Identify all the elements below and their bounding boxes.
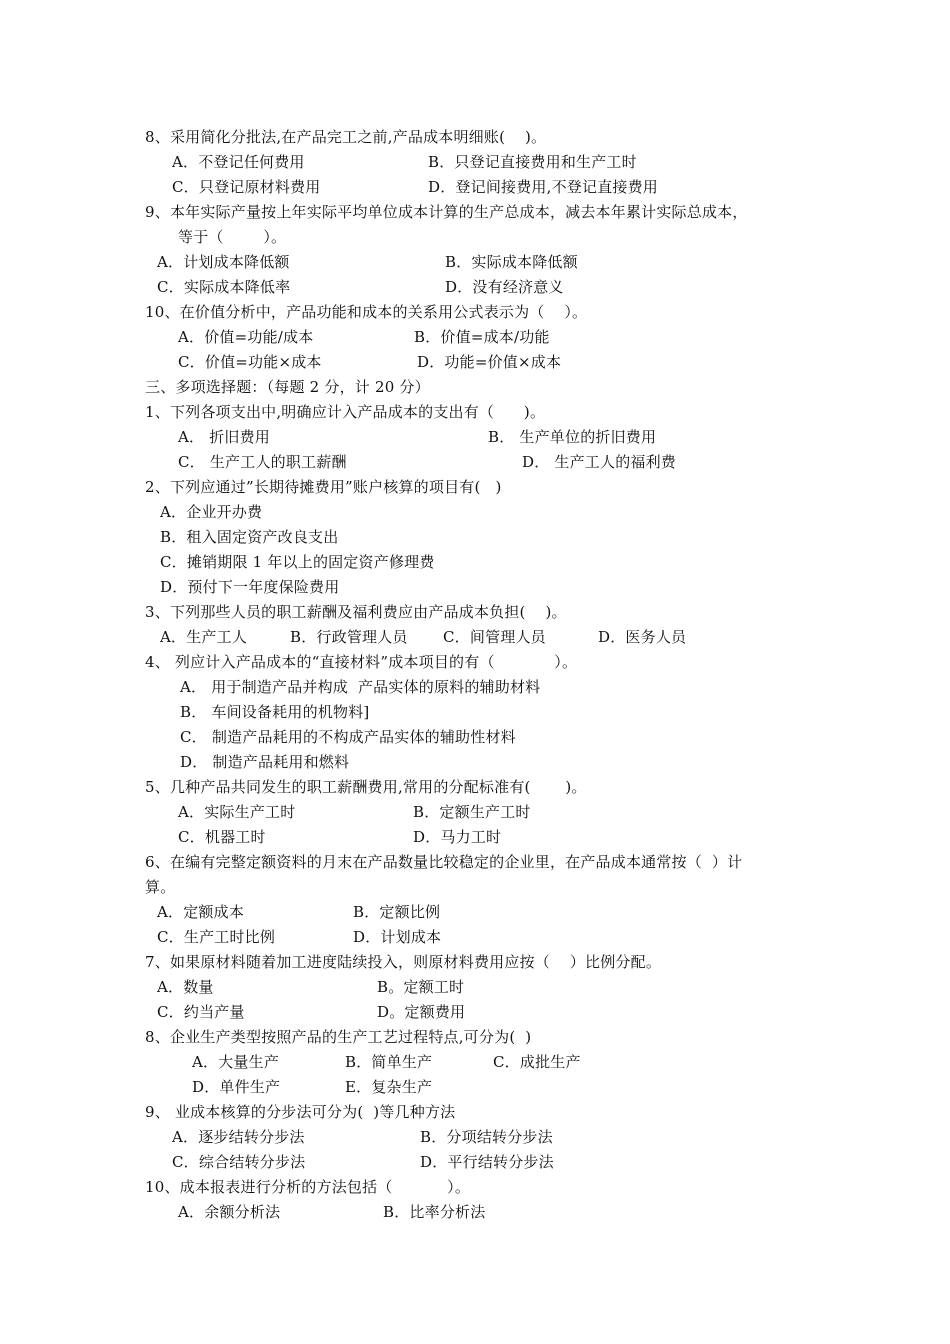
- option-d: D．计划成本: [353, 928, 442, 946]
- option-c: C．只登记原材料费用: [172, 178, 321, 196]
- option-d: D．马力工时: [413, 828, 502, 846]
- option-d: D．单件生产: [192, 1078, 281, 1096]
- option-d: D．没有经济意义: [445, 278, 564, 296]
- option-c: C．实际成本降低率: [157, 278, 291, 296]
- option-b: B．实际成本降低额: [445, 253, 578, 271]
- option-a: A．大量生产: [192, 1053, 280, 1071]
- option-e: E．复杂生产: [345, 1078, 433, 1096]
- multi-question-1-stem: 1、下列各项支出中,明确应计入产品成本的支出有（ )。: [145, 403, 546, 421]
- multi-question-6-stem-cont: 算。: [145, 878, 176, 896]
- option-c: C．价值=功能×成本: [178, 353, 322, 371]
- multi-question-3-stem: 3、下列那些人员的职工薪酬及福利费应由产品成本负担( )。: [145, 603, 567, 621]
- option-a: A．生产工人: [160, 628, 248, 646]
- option-a: A．企业开办费: [160, 503, 263, 521]
- option-a: A．逐步结转分步法: [172, 1128, 305, 1146]
- option-b: B．分项结转分步法: [420, 1128, 553, 1146]
- option-a: A．计划成本降低额: [157, 253, 290, 271]
- option-b: B．比率分析法: [383, 1203, 486, 1221]
- question-9-stem: 9、本年实际产量按上年实际平均单位成本计算的生产总成本，减去本年累计实际总成本，: [145, 203, 748, 221]
- option-c: C．摊销期限 1 年以上的固定资产修理费: [160, 553, 435, 571]
- option-d: D．医务人员: [598, 628, 687, 646]
- option-d: D．功能=价值×成本: [417, 353, 562, 371]
- option-a: A．定额成本: [157, 903, 245, 921]
- multi-question-2-stem: 2、下列应通过”长期待摊费用”账户核算的项目有( ): [145, 478, 502, 496]
- option-a: A．实际生产工时: [178, 803, 296, 821]
- option-c: C． 生产工人的职工薪酬: [178, 453, 347, 471]
- option-d: D． 生产工人的福利费: [522, 453, 676, 471]
- option-a: A． 用于制造产品并构成 产品实体的原料的辅助材料: [180, 678, 541, 696]
- option-c: C．生产工时比例: [157, 928, 276, 946]
- multi-question-5-stem: 5、几种产品共同发生的职工薪酬费用,常用的分配标准有( )。: [145, 778, 587, 796]
- question-8-stem: 8、采用简化分批法,在产品完工之前,产品成本明细账( )。: [145, 128, 547, 146]
- option-b: B．定额比例: [353, 903, 441, 921]
- option-b: B． 车间设备耗用的机物料]: [180, 703, 370, 721]
- option-a: A．余额分析法: [178, 1203, 281, 1221]
- option-d: D．平行结转分步法: [420, 1153, 554, 1171]
- multi-question-9-stem: 9、 业成本核算的分步法可分为( )等几种方法: [145, 1103, 456, 1121]
- option-d: D．预付下一年度保险费用: [160, 578, 340, 596]
- option-c: C．机器工时: [178, 828, 266, 846]
- option-b: B．行政管理人员: [290, 628, 408, 646]
- option-c: C．成批生产: [493, 1053, 581, 1071]
- option-b: B．价值=成本/功能: [414, 328, 550, 346]
- question-9-stem-cont: 等于（ ）。: [178, 228, 287, 246]
- question-10-stem: 10、在价值分析中，产品功能和成本的关系用公式表示为（ ）。: [145, 303, 588, 321]
- multi-question-4-stem: 4、 列应计入产品成本的“直接材料”成本项目的有（ ）。: [145, 653, 578, 671]
- multi-question-8-stem: 8、企业生产类型按照产品的生产工艺过程特点,可分为( ): [145, 1028, 532, 1046]
- option-b: B．定额生产工时: [413, 803, 531, 821]
- option-a: A．数量: [157, 978, 214, 996]
- multi-question-6-stem: 6、在编有完整定额资料的月末在产品数量比较稳定的企业里，在产品成本通常按（ ）计: [145, 853, 743, 871]
- option-d: D． 制造产品耗用和燃料: [180, 753, 350, 771]
- option-c: C． 制造产品耗用的不构成产品实体的辅助性材料: [180, 728, 516, 746]
- section-heading: 三、多项选择题：（每题 2 分，计 20 分）: [145, 378, 430, 396]
- option-b: B．租入固定资产改良支出: [160, 528, 339, 546]
- option-b: B。定额工时: [377, 978, 465, 996]
- option-c: C．约当产量: [157, 1003, 245, 1021]
- option-a: A． 折旧费用: [178, 428, 271, 446]
- multi-question-10-stem: 10、成本报表进行分析的方法包括（ ）。: [145, 1178, 471, 1196]
- option-b: B．简单生产: [345, 1053, 433, 1071]
- option-b: B．只登记直接费用和生产工时: [428, 153, 637, 171]
- option-a: A．不登记任何费用: [172, 153, 305, 171]
- option-d: D。定额费用: [377, 1003, 466, 1021]
- option-c: C．综合结转分步法: [172, 1153, 306, 1171]
- option-d: D．登记间接费用,不登记直接费用: [428, 178, 658, 196]
- option-a: A．价值=功能/成本: [178, 328, 314, 346]
- option-b: B． 生产单位的折旧费用: [488, 428, 657, 446]
- option-c: C．间管理人员: [443, 628, 546, 646]
- multi-question-7-stem: 7、如果原材料随着加工进度陆续投入，则原材料费用应按（ ）比例分配。: [145, 953, 662, 971]
